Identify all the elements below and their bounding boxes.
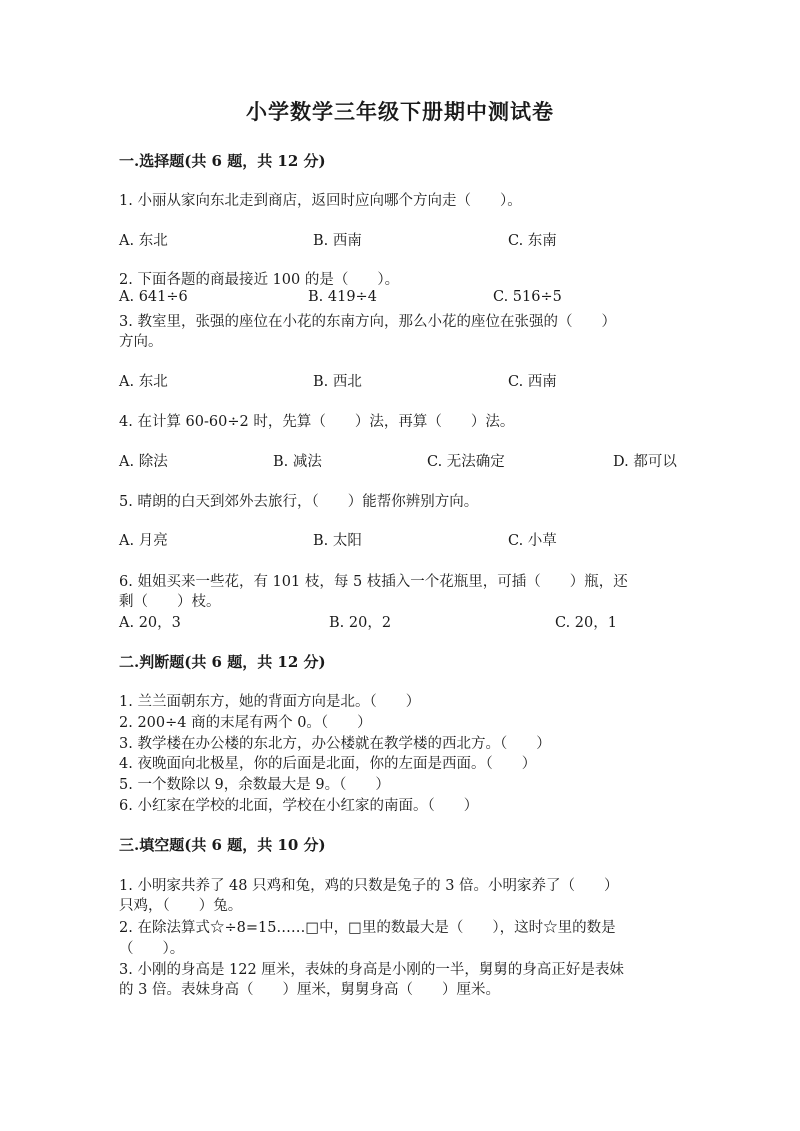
- section-heading-choice: 一.选择题(共 6 题，共 12 分): [119, 152, 326, 170]
- judge-item: 1. 兰兰面朝东方，她的背面方向是北。（ ）: [119, 694, 421, 710]
- judge-item: 5. 一个数除以 9，余数最大是 9。（ ）: [119, 777, 390, 793]
- question-text: 3. 教室里，张强的座位在小花的东南方向，那么小花的座位在张强的（ ）: [119, 314, 616, 330]
- judge-item: 4. 夜晚面向北极星，你的后面是北面，你的左面是西面。（ ）: [119, 756, 537, 772]
- question-text: 6. 姐姐买来一些花，有 101 枝，每 5 枝插入一个花瓶里，可插（ ）瓶，还: [119, 574, 628, 590]
- option: A. 除法: [119, 454, 168, 470]
- fill-item: 1. 小明家共养了 48 只鸡和兔，鸡的只数是兔子的 3 倍。小明家养了（ ）: [119, 878, 619, 894]
- option: B. 太阳: [313, 533, 362, 549]
- option: B. 419÷4: [308, 289, 377, 305]
- option: A. 东北: [119, 233, 168, 249]
- option: C. 小草: [508, 533, 557, 549]
- option: B. 西北: [313, 374, 362, 390]
- fill-item: （ ）。: [119, 941, 185, 957]
- option: A. 东北: [119, 374, 168, 390]
- option: C. 西南: [508, 374, 557, 390]
- option: B. 西南: [313, 233, 362, 249]
- option: B. 减法: [273, 454, 322, 470]
- section-heading-judge: 二.判断题(共 6 题，共 12 分): [119, 653, 326, 671]
- question-text: 1. 小丽从家向东北走到商店，返回时应向哪个方向走（ ）。: [119, 193, 522, 209]
- question-text: 剩（ ）枝。: [119, 594, 221, 610]
- judge-item: 6. 小红家在学校的北面，学校在小红家的南面。（ ）: [119, 798, 479, 814]
- judge-item: 3. 教学楼在办公楼的东北方，办公楼就在教学楼的西北方。（ ）: [119, 736, 551, 752]
- section-heading-fill: 三.填空题(共 6 题，共 10 分): [119, 836, 326, 854]
- fill-item: 2. 在除法算式☆÷8=15……□中，□里的数最大是（ ），这时☆里的数是: [119, 920, 616, 936]
- question-text: 方向。: [119, 334, 163, 350]
- judge-item: 2. 200÷4 商的末尾有两个 0。（ ）: [119, 715, 372, 731]
- fill-item: 3. 小刚的身高是 122 厘米，表妹的身高是小刚的一半，舅舅的身高正好是表妹: [119, 962, 624, 978]
- option: B. 20，2: [329, 615, 392, 631]
- page-title: 小学数学三年级下册期中测试卷: [246, 99, 554, 124]
- question-text: 5. 晴朗的白天到郊外去旅行，（ ）能帮你辨别方向。: [119, 494, 479, 510]
- option: A. 641÷6: [119, 289, 188, 305]
- option: A. 20，3: [119, 615, 181, 631]
- fill-item: 的 3 倍。表妹身高（ ）厘米，舅舅身高（ ）厘米。: [119, 982, 500, 998]
- fill-item: 只鸡，（ ）兔。: [119, 898, 243, 914]
- option: C. 516÷5: [493, 289, 562, 305]
- question-text: 4. 在计算 60-60÷2 时，先算（ ）法，再算（ ）法。: [119, 414, 515, 430]
- option: A. 月亮: [119, 533, 168, 549]
- option: C. 东南: [508, 233, 557, 249]
- question-text: 2. 下面各题的商最接近 100 的是（ ）。: [119, 272, 400, 288]
- option: C. 20，1: [555, 615, 617, 631]
- option: C. 无法确定: [427, 454, 505, 470]
- option: D. 都可以: [613, 454, 677, 470]
